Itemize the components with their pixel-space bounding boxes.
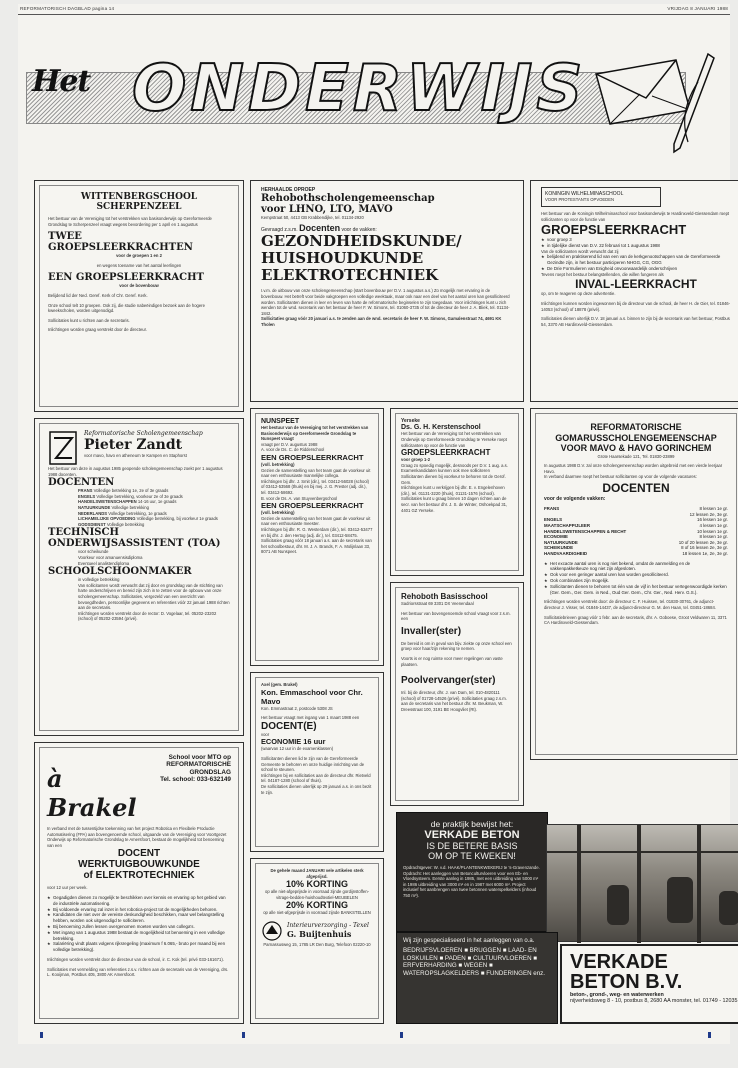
ad-intro: Het bestuur van de Vereniging tot het verstrekken van Onderwijs op Gereformeerde Grondslag te Yerseke roept sollicitanten op voor de functie van — [401, 431, 507, 448]
vak-name: LICHAMELIJKE OPVOEDING — [78, 516, 136, 522]
ad-vak: ECONOMIE 16 uur — [261, 737, 326, 747]
table-row: HANDVAARDIGHEID 18 lessen 1e, 2e, 3e gr. — [544, 551, 728, 557]
registration-mark — [708, 1032, 711, 1038]
ad-verkade-logo — [560, 944, 738, 1024]
ad-info: Inlichtingen kunt u verkrijgen bij dhr. E. v. Engelenhoven (dir.), tel. 01131-3220 (thuis), 01131-1576 (school). — [401, 485, 505, 496]
ad-heading: DOCENT(E) — [261, 720, 317, 732]
ad-info: Inlichtingen kunnen worden ingewonnen bij de directeur van de school, de heer H. de Gier, tel. 01846-14053 (school) of 18878 (privé). — [541, 300, 731, 312]
ad-paragraph: Sollicitaties kunt u richten aan de secretaris. — [48, 317, 130, 323]
company-name: VERKADE — [570, 951, 668, 973]
ad-intro: Het bestuur van deze in augustus 1985 geopende scholengemeenschap zoekt per 1 augustus 1988 docenten. — [48, 466, 223, 477]
list-item: ★ voor groep 3 — [541, 237, 731, 243]
ad-subtitle: Ds. G. H. Kerstenschool — [401, 424, 481, 432]
ad-gevraagd: Gevraagd z.s.m. — [261, 227, 298, 233]
school-logo-icon — [48, 430, 78, 466]
list-item: Graag zo spoedig mogelijk, desnoods per D.V. 1 aug. a.s. — [401, 462, 508, 468]
ad-title: WITTENBERGSCHOOL SCHERPENZEEL — [80, 192, 198, 212]
table-row: HANDELSWETENSCHAPPEN & RECHT 10 lessen 1e gr. — [544, 528, 728, 534]
ad-logo: KONINGIN WILHELMINASCHOOL — [545, 191, 624, 197]
masthead-title: ONDERWIJS — [132, 52, 587, 126]
ad-body: I.v.m. de uitbouw van onze scholengemeenschap (start bovenbouw per D.V. 1 augustus a.s.) Zo mogelijk met ervaring in de bovenbouw. Het betreft voor beide vakgroepen een volledige weektaak, maar ook naar een deel van het aantal uren kan gesolliciteerd worden. Sollicitanten dienen in leer en leven van harte de reformatorische beginselen te zijn toegedaan. Voor inlichtingen kunt u zich wenden tot de wnd. secretaris van het bestuur de heer F. W. Simons, tel. 01060-3735 of tot de directeur de heer J. A. Bliek, tel. 01134-1842. — [261, 288, 510, 316]
list-item: ★ Sollicitanten dienen te behoren tot één van de vijf in het bestuur vertegenwoordigde kerken (Ger. Gem., Ger. Gem. in Ned., Oud Ger. Gem., Chr. Ger., Ned. Herv. G.S.). — [544, 584, 728, 596]
header-rule — [18, 14, 730, 15]
vak-name: NATUURKUNDE — [78, 504, 111, 510]
ad-heading-1: EEN GROEPSLEERKRACHT — [261, 452, 364, 462]
ad-heading-1-sub: voor de groepen 1 en 2 — [116, 253, 162, 259]
ad-tevens: Tevens roept het bestuur belangstellenden, die willen fungeren als — [541, 271, 664, 277]
ad-head: Axel (gem. Brakel) — [261, 682, 298, 687]
ad-title: Rehoboth Basisschool — [401, 592, 488, 601]
table-row: ECONOMIE 8 lessen 1e gr. — [544, 534, 728, 540]
ad-title: Kon. Emmaschool voor Chr. Mavo — [261, 687, 363, 706]
ad-info: Inlichtingen worden verstrekt door de rector: D. Vogelaar, tel. 05202-23202 (school) of 05202-23594 (privé). — [78, 610, 217, 622]
ad-buijtenhuis-korting — [250, 858, 384, 1024]
table-row: FRANS 8 lessen 1e gr. — [544, 506, 728, 512]
masthead-het: Het — [32, 64, 91, 99]
ad-rehoboth-basisschool — [390, 582, 524, 806]
list-item: Sollicitanten dienen bij voorkeur te behoren tot de Gerof. Gem. — [401, 473, 506, 485]
ad-info: Inlichtingen worden verstrekt door: de directeur C. F. Huissen, tel. 01830-30761, de adjunct-directeur J. Visser, tel. 01846-14437, de adjunct-directeur G. M. den Haan, tel. 03451-18684. — [544, 599, 716, 610]
ad-heading-1: Invaller(ster) — [401, 625, 462, 637]
vak-detail: Volledige betrekking, 1e graads — [108, 510, 167, 516]
ad-oproep: HERHAALDE OPROEP — [261, 187, 316, 193]
ad-intro: Het bestuur van de Koningin Wilhelminaschool voor basisonderwijs te Hardinxveld-Giessendam roept sollicitanten op voor de functie van — [541, 211, 730, 222]
ad-title: REFORMATORISCHE GOMARUSSCHOLENGEMEENSCHAP VOOR MAVO & HAVO GORINCHEM — [555, 422, 717, 453]
registration-mark — [242, 1032, 245, 1038]
ad-intro: Het bestuur van de Vereniging tot het verstrekken van Basisonderwijs op Gereformeerde Grondslag te Nunspeet vraagt — [261, 425, 369, 442]
ad-school-sub: in volledige betrekking — [78, 577, 120, 583]
ad-heading: WERKTUIGBOUWKUNDE — [78, 859, 200, 871]
page-header-right: VRIJDAG 8 JANUARI 1988 — [667, 6, 728, 11]
ad-paragraph: De sollicitaties dienen uiterlijk op 29 januari a.s. in ons bezit te zijn. — [261, 783, 372, 795]
list-item: LAAD- EN LOSKUILEN — [403, 947, 537, 962]
ad-intro: In verband daarmee roept het bestuur sollicitanten op voor de volgende vacatures: — [544, 474, 697, 480]
ad-verkade-praktijk — [396, 812, 548, 932]
ad-heading-1-sub: (voll. betrekking) — [261, 461, 295, 467]
vak-name: ENGELS — [78, 493, 96, 499]
ad-logo: à Brakel — [47, 764, 137, 822]
ad-uren: voor 12 uur per week. — [47, 885, 88, 891]
vak-detail: Volledige betrekking, bij voorkeur 1e graads — [136, 516, 218, 522]
registration-mark — [400, 1032, 403, 1038]
list-item: ★ belijdend en praktiserend lid van een van de kerkgenootschappen van de Gereformeerde Gezindte zijn, in het bestuur participeren NHGG, CG, OGG — [541, 254, 731, 266]
ad-paragraph: Onze school telt 10 groepen. Ook zij, die studie nabeëindigen bezoek aan de hogere kweekscholen, worden uitgenodigd. — [48, 302, 205, 314]
ad-paragraph: De bereid is om in geval van bijv. ziekte op onze school een groep voor haar/zijn rekening te nemen. — [401, 640, 512, 652]
firm-name-1: Interieurverzorging - Texel — [287, 922, 369, 930]
list-item: Voorkeur voor amanuensisdiploma — [78, 554, 143, 560]
list-item: Examenkandidaten kunnen ook mee solliciteren — [401, 468, 490, 474]
ad-paragraph: Inlichtingen bij dhr. J. Smit (dir.), tel. 03412-56028 (school) of 03412-53568 (thuis) en bij mej. J. G. Prester (adj. dir.), tel. 03412-58692. — [261, 478, 369, 495]
ad-body: Van sollicitanten wordt verwacht dat zij door en grondslag van de stichting van harte onderschrijven en bereid zijn zich in te zetten voor de opbouw van onze scholengemeenschap. Sollicitaties, vergezeld van een overzicht van bevoegdheden, persoonlijke gegevens en referenties vóór 22 januari 1988 richten aan de secretaris. — [78, 582, 230, 611]
vak-name: NEDERLANDS — [78, 510, 108, 516]
ad-vak: HUISHOUDKUNDE — [261, 249, 424, 268]
ad-school-a: A. voor de Ds. C. de Ridderschool — [261, 447, 325, 453]
ad-sollicitaties: Sollicitaties graag vóór 20 januari a.s. te zenden aan de wnd. secretaris de heer F. W. Simons, Gamalenstraat 74, 4691 KK Tholen — [261, 316, 502, 327]
page-header-left: REFORMATORISCH DAGBLAD pagina 14 — [20, 6, 115, 11]
ad-inval-sub: op, om te reageren op deze advertentie. — [541, 291, 616, 297]
ad-voor: voor — [261, 731, 270, 737]
ad-a-brakel — [34, 742, 244, 1024]
ad-title: NUNSPEET — [261, 418, 300, 425]
ad-per: vraagt per D.V. augustus 1988 — [261, 441, 318, 447]
ad-paragraph: Gezien de samenstelling van het team gaat de voorkeur uit naar een enthousiaste mannelijke collega. — [261, 467, 371, 479]
ad-korting-2-sub: op alle niet-afgeprijsde in voorraad zijnde BANKSTELLEN — [263, 910, 371, 916]
ad-paragraph: Inlichtingen bij en sollicitaties aan de directeur dhr. Rietveld tel. 04187-1280 (school of thuis). — [261, 772, 371, 784]
ad-address: Kempstraat 50, 4413 GB Krabbendijke, tel. 01134-2920 — [261, 215, 364, 221]
ad-heading: of ELEKTROTECHNIEK — [83, 870, 195, 882]
ad-sollicitaties: Sollicitatiebrieven graag vóór 1 febr. aan de secretaris, dhr. A. Goboese, Groot Veldwaren 11, 3371 CA Hardinxveld-Giessendam. — [544, 614, 727, 626]
ad-paragraph: Inlichtingen worden graag verstrekt door de directeur. — [48, 327, 147, 333]
ad-subtitle: voor LHNO, LTO, MAVO — [261, 204, 393, 216]
vak-detail: Volledige betrekking — [111, 504, 149, 510]
ad-heading-2: Poolvervanger(ster) — [401, 675, 496, 687]
list-item: ★ Kandidaten die niet over de vereiste deskundigheid beschikken, maar wel belangstelling hebben, worden ook uitgenodigd te solliciteren. — [47, 912, 231, 924]
masthead — [26, 52, 726, 160]
ad-heading: DOCENT — [117, 848, 161, 860]
company-tagline: beton-, grond-, weg- en waterwerken — [570, 992, 664, 998]
ad-sollicitaties: Sollicitaties dienen uiterlijk D.V. 18 januari a.s. binnen te zijn bij de secretaris van het bestuur, Postbus 54, 3370 AB Hardinxveld-Giessendam. — [541, 316, 730, 327]
list-item: WEGEN — [463, 962, 488, 970]
ad-wittenbergschool — [34, 180, 244, 412]
ad-emmaschool — [250, 672, 384, 852]
ad-korting-2: 20% KORTING — [285, 900, 348, 911]
ad-paragraph: Gezien de samenstelling van het team gaat de voorkeur uit naar een enthousiaste meester. — [261, 515, 371, 527]
ad-school-type: School voor MTO op REFORMATORISCHE GRONDSLAG — [166, 754, 231, 776]
ad-korting-1-sub: op alle niet-afgeprijsde in voorraad zijnde gordijnstoffen-vitrage-bedden-huishoudtextiel-MEUBELEN — [265, 889, 369, 900]
vakken-table — [544, 506, 728, 556]
list-item: ★ Het excacte aantal uren is nog niet bekend, omdat de aanmelding en de vakkenpakketkeuze nog niet zijn afgesloten. — [544, 561, 728, 573]
ad-title: Yerseke — [401, 418, 420, 424]
vak-detail: Volledige betrekking — [106, 521, 145, 527]
ad-slogan: OM OP TE KWEKEN! — [428, 851, 516, 861]
vak-detail: Volledige betrekking, voorkeur 2e of 3e graads — [96, 493, 183, 499]
table-row: MAATSCHAPPIJLEER 4 lessen 1e gr. — [544, 523, 728, 529]
ad-address: Parnassusweg 15, 1785 LR Den Burg, Telefoon 02220-10 — [263, 941, 371, 947]
list-item: ★ in tijdelijke dienst van D.V. 22 februari tot 1 augustus 1988 — [541, 243, 731, 249]
ad-toa-sub: voor scheikunde — [78, 549, 109, 555]
ad-slogan: VERKADE BETON — [424, 829, 520, 841]
ad-verkade-specialisaties — [396, 932, 558, 1024]
ad-heading-2: EEN GROEPSLEERKRACHT — [48, 272, 204, 284]
ad-intro: Het bestuur van de Vereniging tot het verstrekken van basisonderwijs op Gereformeerde Grondslag te Scherpenzeel vraagt wegens bevordering per 1 april en 1 augustus — [48, 216, 212, 227]
ad-head: Reformatorische Scholengemeenschap — [84, 430, 203, 437]
ad-address: Sadriorsstraat 69 3301 DX Veenendaal — [401, 601, 474, 606]
ad-intro: Het bestuur van bovengenoemde school vraagt voor z.s.m. een — [401, 610, 511, 622]
ad-intro: Het bestuur vraagt met ingang van 1 maart 1988 een — [261, 715, 360, 721]
ad-sollicitaties: Sollicitaties graag vóór 18 januari a.s. aan de secretaris van het schoolbestuur, dhr. M. J. A. Brands, F. A. Molijnlaan 33, 8071 AB Nunspeet. — [261, 538, 372, 555]
vak-detail: Volledige betrekking 1e, 2e of 3e graads — [93, 488, 169, 494]
list-item: ★ De Drie Formulieren van Enigheid onvoorwaardelijk onderschrijven — [541, 266, 731, 272]
list-item: PADEN — [444, 954, 466, 962]
list-item: ★ Met ingang van 1 augustus 1988 bestaat de mogelijkheid tot benoeming in een volledige betrekking. — [47, 930, 231, 942]
newspaper-page — [18, 4, 738, 1044]
ad-spec-list: BEDRIJFSVLOEREN ■ BRUGGEN ■ LAAD- EN LOSKUILEN ■ PADEN ■ CULTUURVLOEREN ■ ERFVERHARDING ■ WEGEN ■ WATEROPSLAGKELDERS ■ FUNDERINGEN enz. — [403, 947, 545, 977]
list-item: ★ Salariëring vindt plaats volgens rijksregeling (maximum f 6.065,- bruto per maand bij een volledige betrekking). — [47, 941, 231, 953]
table-row: NATUURKUNDE 10 of 20 lessen 2e, 3e gr. — [544, 539, 728, 545]
company-name: BETON B.V. — [570, 971, 683, 993]
ad-heading-2: EEN GROEPSLEERKRACHT — [261, 501, 364, 511]
ad-paragraph: Sollicitanten dienen lid te zijn van de Gereformeerde Gemeente te behoren en onze huidige inrichting van de school te steunen. — [261, 755, 365, 773]
ad-address: Kon. Emmastraat 2, postcode 5308 JS — [261, 705, 333, 711]
ad-mid: en wegens toename van het aantal leerlingen — [96, 262, 182, 268]
pen-illustration — [668, 52, 718, 156]
ad-vak: ELEKTROTECHNIEK — [261, 266, 439, 285]
ad-gomarus — [530, 408, 738, 760]
ad-toa: TECHNISCH ONDERWIJSASSISTENT (TOA) — [48, 527, 221, 550]
ad-address: Grote Haarsekade 121, Tel. 01830-23899 — [597, 453, 675, 459]
list-item: ERFVERHARDING — [403, 962, 457, 970]
ad-pieter-zandt — [34, 418, 244, 736]
ad-heading-2-sub: (voll. betrekking) — [261, 510, 295, 516]
ad-docenten: Docenten — [299, 223, 341, 233]
ad-heading: DOCENTEN — [602, 480, 670, 495]
ad-vak: GEZONDHEIDSKUNDE/ — [261, 232, 462, 251]
ad-heading: GROEPSLEERKRACHT — [401, 448, 491, 458]
list-item: WATEROPSLAGKELDERS — [403, 969, 479, 977]
vak-name: GODSDIENST — [78, 521, 106, 527]
construction-photo — [546, 824, 738, 942]
ad-telephone: Tel. school: 033-632149 — [160, 776, 231, 784]
ad-body: Opdrachtgever: W. v.d. HAAK/PLANTENKWEKERIJ te 's-Gravenzande. Opdracht: Het aanleggen van Betonculturvloeren voor een Eb- en Vloedsysteem. Eerste aanleg in 1985, met een uitbreiding van 5000 m² in 1986 uitbreiding van 3000 m² en in 1987 met 6000 m². Project inclusief het aanbrengen van twee betonnen waterspelkelders (inhoud 750 m³). — [403, 865, 540, 898]
ad-koningin-wilhelminaschool — [530, 180, 738, 402]
ad-intro: In verband met de tussentijdse toekenning van het project Robotica en Flexibele Productie Automatisering (FPA) aan bovengenoemde school, uitgaande van de Vereniging voor Voortgezet Onderwijs op Reformatorische Grondslag te Amersfoort, bestaat de mogelijkheid tot benoeming van een — [47, 826, 227, 848]
firm-logo-icon — [261, 920, 283, 942]
ad-logo-sub: VOOR PROTESTANTS OPVOEDEN — [545, 197, 615, 203]
company-address: nijverheidsweg 8 - 10, postbus 8, 2680 AA monster, tel. 01749 - 12035 — [570, 998, 738, 1004]
ad-vakken-label: voor de vakken: — [341, 227, 377, 233]
list-item: BEDRIJFSVLOEREN — [403, 947, 463, 954]
ad-inval-title: INVAL-LEERKRACHT — [575, 277, 697, 292]
ad-verwacht: Van de sollicitanten wordt verwacht dat zij — [541, 248, 619, 254]
list-item: ★ Ook voor een geringer aantal uren kan worden gesolliciteerd. — [544, 572, 728, 578]
table-row: SCHEIKUNDE 8 of 16 lessen 2e, 3e gr. — [544, 545, 728, 551]
ad-kerstenschool — [390, 408, 524, 576]
vak-name: FRANS — [78, 488, 93, 494]
list-item: ★ Bij benoeming zullen lessen overgenomen moeten worden van collega's. — [47, 924, 231, 930]
registration-mark — [40, 1032, 43, 1038]
ad-title: Pieter Zandt — [84, 437, 183, 453]
list-item: Eventueel analistendiploma — [78, 560, 130, 566]
ad-praktijk: de praktijk bewijst het: — [430, 819, 514, 829]
ad-heading-2-sub: voor de bovenbouw — [119, 283, 159, 289]
ad-spec: Wij zijn gespecialiseerd in het aanleggen van o.a. — [403, 938, 535, 944]
table-row: ENGELS 16 lessen 1e gr. — [544, 517, 728, 523]
table-row: 12 lessen 2e, 3e gr. — [689, 511, 728, 517]
list-item: ★ Gegadigden dienen zo mogelijk te beschikken over kennis en ervaring op het gebied van de industriële automatisering. — [47, 895, 231, 907]
ad-paragraph: Inl. bij de directeur, dhr. J. van Dam, tel. 010-4820111 (school) of 01728-14526 (privé). Sollicitaties graag z.s.m. aan de secretaris van het bestuur dhr. M. Beukman, W. Dreesstraat 100, 3191 BE Hoogvliet (Rt). — [401, 690, 507, 712]
ad-nunspeet — [250, 408, 384, 666]
ad-info: Inlichtingen worden verstrekt door de directeur van de school, ir. C. Kok (tel. privé 033-161671). — [47, 956, 224, 962]
ad-intro: De gehele maand JANUARI vele artikelen sterk afgeprijsd. — [270, 868, 364, 879]
list-item: CULTUURVLOEREN — [472, 954, 532, 962]
ad-heading-sub: voor de volgende vakken: — [544, 495, 606, 502]
ad-vak-sub: (waarvan 12 uur in de examenklassen) — [261, 746, 334, 752]
ad-paragraph: Inlichtingen bij dhr. R. G. Westerdam (dir.), tel. 03412-53477 en bij dhr. J. den Hertog (adj. dir.), tel. 03412-58475. — [261, 526, 373, 538]
ad-heading-sub: voor groep 1-2 — [401, 457, 431, 463]
ad-intro: In augustus 1988 D.V. zal onze scholengemeenschap worden uitgebreid met een vierde leerjaar Havo. — [544, 463, 723, 474]
ad-heading-1: TWEE GROEPSLEERKRACHTEN — [48, 231, 193, 254]
ad-paragraph: Voorts is er nog ruimte voor meer regelingen van vaste plaatsen. — [401, 655, 503, 667]
list-item: FUNDERINGEN enz. — [486, 969, 545, 977]
list-item: ★ Bij voldoende ervaring zal inzet in het robotica-project tot de mogelijkheden behoren. — [47, 907, 231, 913]
ad-rehoboth — [250, 180, 524, 402]
ad-sollicitaties: Sollicitaties met vermelding van referenties z.s.v. richten aan de secretaris van de Vereniging, drs. L. Kooijman, Postbus 405, 3800 AK Amersfoort. — [47, 966, 229, 978]
ad-school-b: B. voor de Ds. A. van Stuyvenbergschool — [261, 495, 338, 501]
vak-detail: 14-16 uur, 1e graads — [137, 499, 177, 505]
ad-slogan: IS DE BETERE BASIS — [426, 841, 518, 851]
ad-docenten: DOCENTEN — [48, 477, 115, 489]
list-item: ★ Ook combinaties zijn mogelijk. — [544, 578, 728, 584]
ad-schoolschoonmaker: SCHOOLSCHOONMAKER — [48, 566, 192, 578]
vak-name: HANDELSWETENSCHAPPEN — [78, 499, 137, 505]
ad-title: Rehobothscholengemeenschap — [261, 193, 435, 205]
ad-subtitle: voor mavo, havo en atheneum te Kampen en Staphorst — [84, 453, 187, 458]
firm-name-2: G. Buijtenhuis — [287, 929, 352, 940]
ad-title: GROEPSLEERKRACHT — [541, 222, 687, 238]
list-item: BRUGGEN — [469, 947, 501, 954]
ad-sollicitaties: Sollicitaties kunt u graag binnen 10 dagen richten aan de secr. van het bestuur dhr. J. S. de Winter, Oshoekpad 31, 4401 GZ Yerseke. — [401, 496, 508, 513]
ad-paragraph: Belijdend lid der Ned. Geref. Kerk of Chr. Geref. Kerk. — [48, 292, 148, 298]
ad-korting-1: 10% KORTING — [285, 879, 348, 890]
